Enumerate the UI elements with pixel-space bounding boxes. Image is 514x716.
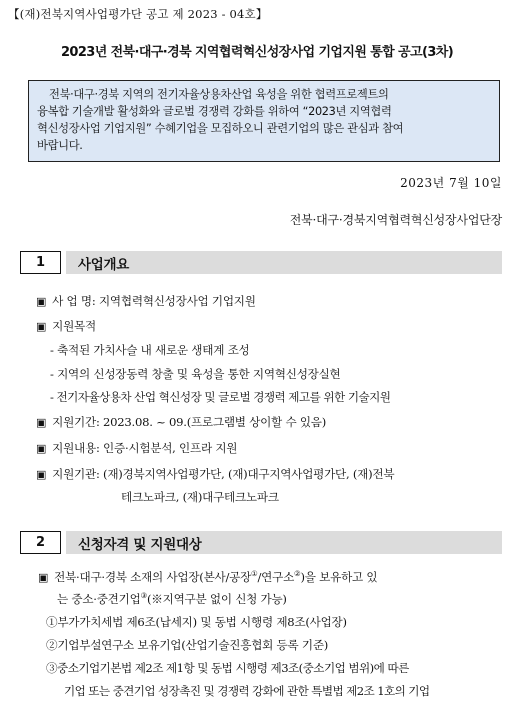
summary-line: 혁신성장사업 기업지원” 수혜기업을 모집하오니 관련기업의 많은 관심과 참여	[37, 122, 404, 135]
section-number: 2	[20, 531, 61, 554]
summary-line: 바랍니다.	[37, 139, 83, 152]
page-title: 2023년 전북·대구·경북 지역협력혁신성장사업 기업지원 통합 공고(3차)	[60, 45, 454, 60]
footnote-item: ②기업부설연구소 보유기업(산업기술진흥협회 등록 기준)	[46, 638, 329, 652]
eligibility-text: )을 보유하고 있	[300, 570, 378, 584]
purpose-item: - 지역의 신성장동력 창출 및 육성을 통한 지역혁신성장실현	[50, 367, 341, 381]
list-item	[36, 318, 96, 334]
square-bullet-icon: ▣	[36, 320, 47, 333]
list-item	[36, 293, 256, 309]
square-bullet-icon: ▣	[36, 416, 47, 429]
square-bullet-icon: ▣	[38, 571, 49, 584]
summary-line: 전북·대구·경북 지역의 전기자율상용차산업 육성을 위한 협력프로젝트의	[49, 88, 389, 101]
support-period: 지원기간: 2023.08. ~ 09.(프로그램별 상이할 수 있음)	[52, 415, 326, 429]
list-item	[38, 569, 377, 585]
section-title: 신청자격 및 지원대상	[66, 531, 502, 554]
eligibility-text: 전북·대구·경북 소재의 사업장(본사/공장	[54, 570, 252, 584]
list-item	[36, 466, 394, 482]
eligibility-text: 는 중소·중견기업	[57, 592, 141, 606]
section-header-1	[0, 251, 514, 275]
support-agencies: 지원기관: (재)경북지역사업평가단, (재)대구지역사업평가단, (재)전북	[52, 467, 395, 481]
square-bullet-icon: ▣	[36, 468, 47, 481]
purpose-label: 지원목적	[52, 319, 96, 333]
footnote-item: ①부가가치세법 제6조(납세지) 및 동법 시행령 제8조(사업장)	[46, 615, 347, 629]
support-content: 지원내용: 인증·시험분석, 인프라 지원	[52, 441, 238, 455]
purpose-item: - 전기자율상용차 산업 혁신성장 및 글로벌 경쟁력 제고를 위한 기술지원	[50, 390, 391, 404]
footnote-marker: ③	[140, 591, 148, 601]
square-bullet-icon: ▣	[36, 295, 47, 308]
support-agencies-cont: 테크노파크, (재)대구테크노파크	[121, 490, 279, 504]
notice-date: 2023년 7월 10일	[400, 176, 502, 190]
eligibility-cont	[57, 591, 287, 607]
eligibility-text: (※지역구분 없이 신청 가능)	[147, 592, 287, 606]
summary-line: 융복합 기술개발 활성화와 글로벌 경쟁력 강화를 위하여 “2023년 지역협력	[37, 105, 392, 118]
section-title: 사업개요	[66, 251, 502, 274]
footnote-item: 기업 또는 중견기업 성장촉진 및 경쟁력 강화에 관한 특별법 제2조 1호의 기업	[64, 684, 430, 698]
issuing-organization: 전북·대구·경북지역협력혁신성장사업단장	[289, 213, 502, 227]
section-header-2	[0, 531, 514, 555]
footnote-marker: ②	[294, 569, 301, 579]
footnote-item: ③중소기업기본법 제2조 제1항 및 동법 시행령 제3조(중소기업 범위)에 따른	[46, 661, 409, 675]
footnote-marker: ①	[251, 569, 258, 579]
project-name: 사 업 명: 지역협력혁신성장사업 기업지원	[52, 294, 256, 308]
purpose-item: - 축적된 가치사슬 내 새로운 생태계 조성	[50, 343, 250, 357]
list-item	[36, 440, 237, 456]
notice-number: 【(재)전북지역사업평가단 공고 제 2023 - 04호】	[8, 7, 268, 21]
summary-box	[28, 80, 500, 162]
eligibility-text: /연구소	[257, 570, 295, 584]
section-number: 1	[20, 251, 61, 274]
list-item	[36, 414, 326, 430]
square-bullet-icon: ▣	[36, 442, 47, 455]
